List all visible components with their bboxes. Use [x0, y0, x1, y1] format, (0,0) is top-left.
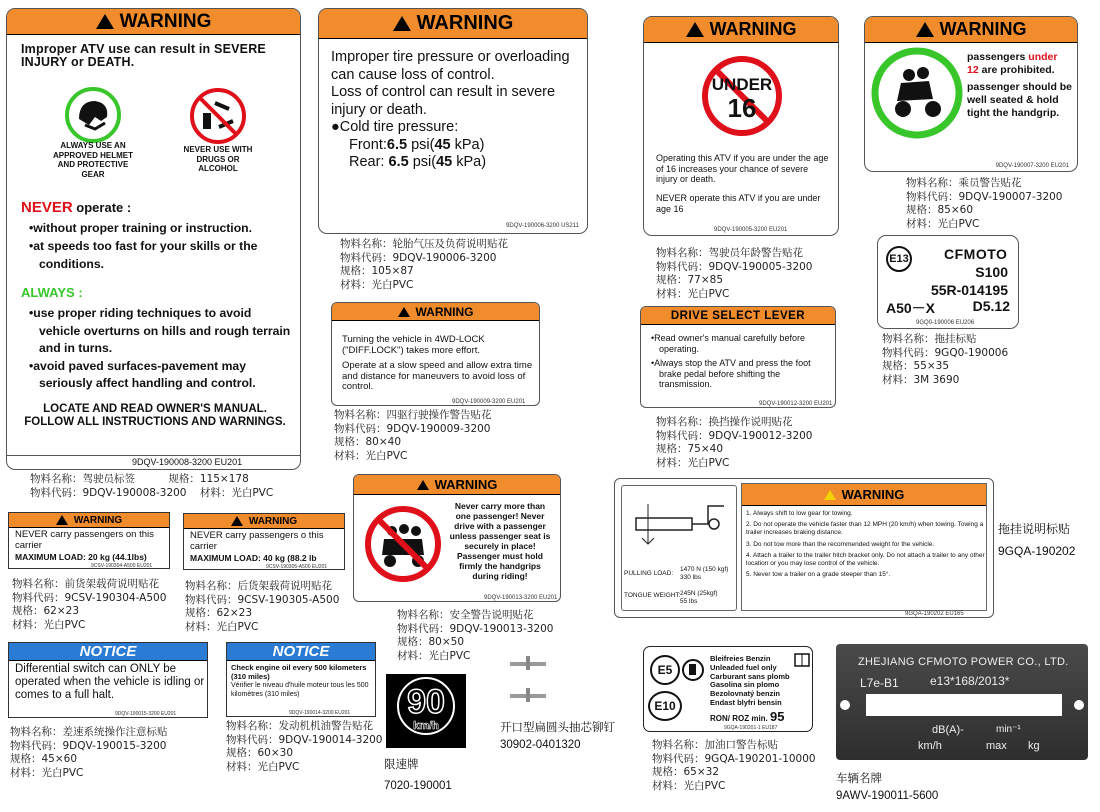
carrier-text: NEVER carry passengers o this carrier — [190, 530, 324, 552]
rivet-code: 30902-0401320 — [500, 739, 581, 751]
info-l3: 物料名称：驾驶员年龄警告贴花 物料代码：9DQV-190005-3200 规格：77×85 材料：光白PVC — [656, 247, 813, 300]
drive-select-label — [640, 306, 836, 408]
4wd-lock-label — [331, 302, 540, 406]
vin-field — [866, 694, 1062, 716]
company-name: ZHEJIANG CFMOTO POWER CO., LTD. — [858, 656, 1069, 668]
age-warning-label — [643, 16, 839, 236]
label-header: WARNING — [119, 10, 212, 32]
info-l11: 物料名称：后货架载荷说明贴花 物料代码：9CSV-190305-A500 规格：62×23 材料：光白PVC — [185, 580, 340, 633]
rear-pressure: Rear: 6.5 psi(45 kPa) — [349, 154, 487, 170]
engine-oil-notice-label — [226, 642, 376, 717]
fuel-cap-label — [643, 646, 813, 732]
tongue-weight-value: 245N (25kgf) 55 lbs — [680, 590, 718, 605]
tongue-weight-label: TONGUE WEIGHT: — [624, 592, 681, 599]
label-code: 9CSV-190304-A500 EU201 — [91, 563, 153, 569]
trailer-approval-label — [877, 235, 1019, 329]
ron-value: 95 — [770, 709, 785, 724]
label-code: 9DQV-190007-3200 EU201 — [995, 163, 1069, 169]
list-item: •Read owner's manual carefully before operating. — [651, 333, 805, 354]
age-text: Operating this ATV if you are under the age of 16 increases your chance of severe injury or death. — [656, 153, 829, 184]
speed-unit-label: km/h — [918, 740, 942, 752]
label-header: WARNING — [939, 19, 1027, 39]
no-drugs-icon — [189, 87, 247, 145]
helmet-icon — [65, 87, 121, 143]
e5-mark: E5 — [650, 655, 680, 685]
pulling-load-value: 1470 N (150 kgf) 330 lbs — [680, 566, 729, 581]
type-approval: e13*168/2013* — [930, 674, 1010, 688]
label-code: 9DQV-190008-3200 EU201 — [132, 457, 243, 467]
info-l16: 物料名称：加油口警告标贴 物料代码：9GQA-190201-10000 规格：65×32 材料：光白PVC — [652, 739, 816, 792]
passenger-text: passengers under 12 are prohibited. passenger should be well seated & hold tight the handgrip. — [967, 51, 1073, 119]
front-pressure: Front:6.5 psi(45 kPa) — [349, 136, 485, 153]
warning-triangle-icon — [96, 14, 114, 29]
tire-text: Improper tire pressure or overloading can cause loss of control. Loss of control can result in severe injury or death. ●Cold tire pressure: Front:6.5 psi(45 kPa) Rear: 6.5 psi(45 kPa) — [331, 49, 583, 172]
info-l8: 物料名称：安全警告说明贴花 物料代码：9DQV-190013-3200 规格：80×50 材料：光白PVC — [397, 609, 554, 662]
info-l4: 物料名称：乘员警告贴花 物料代码：9DQV-190007-3200 规格：85×60 材料：光白PVC — [906, 177, 1063, 230]
intro-text: Improper ATV use can result in SEVERE INJURY or DEATH. — [21, 42, 266, 69]
carrier-max-load: MAXIMUM LOAD: 20 kg (44.1lbs) — [15, 552, 147, 562]
rpm-label: min⁻¹ — [996, 724, 1021, 735]
list-item: •avoid paved surfaces-pavement may seriously affect handling and control. — [29, 358, 256, 390]
never-rest: operate : — [72, 200, 132, 215]
label-code: 9DQV-190006-3200 US211 — [506, 223, 579, 229]
never-word: NEVER — [21, 199, 73, 216]
warning-triangle-icon — [56, 515, 68, 525]
max-label: max — [986, 740, 1007, 752]
label-code: 9GQ0-190006 EU206 — [916, 320, 975, 326]
vehicle-nameplate — [836, 644, 1088, 760]
cold-pressure-heading: ●Cold tire pressure: — [331, 119, 459, 135]
list-item: 4. Attach a trailer to the trailer hitch bracket only. Do not attach a trailer to any other location or you may lose control of the vehicle. — [746, 551, 985, 568]
brand-name: CFMOTO — [944, 246, 1008, 262]
nameplate-name: 车辆名牌 — [836, 771, 882, 785]
label-header: WARNING — [416, 12, 514, 34]
label-code: 9CSV-190305-A500 EU201 — [266, 564, 328, 570]
label-header: DRIVE SELECT LEVER — [641, 307, 835, 325]
label-code: 9DQV-190012-3200 EU201 — [759, 401, 833, 407]
label-divider — [7, 455, 300, 456]
label-header: WARNING — [248, 515, 298, 527]
under-text: UNDER — [711, 75, 773, 94]
list-item: 1. Always shift to low gear for towing. — [746, 510, 853, 517]
warning-triangle-icon — [824, 490, 836, 500]
warning-triangle-icon — [686, 22, 704, 37]
e13-mark: E13 — [886, 246, 912, 272]
label-header: WARNING — [73, 514, 123, 526]
drugs-caption: NEVER USE WITH DRUGS OR ALCOHOL — [183, 145, 253, 173]
speed-plate-code: 7020-190001 — [384, 780, 452, 792]
info-l5: 物料名称：拖挂标贴 物料代码：9GQ0-190006 规格：55×35 材料：3M 3690 — [882, 333, 1009, 386]
label-code: 9DQV-190014-3200 EU201 — [289, 710, 351, 716]
passenger-safety-label — [353, 474, 561, 602]
info-l1: 物料名称：驾驶员标签 规格：115×178 物料代码：9DQV-190008-3200 材料：光白PVC — [30, 473, 274, 499]
list-item: •at speeds too fast for your skills or the conditions. — [29, 239, 258, 271]
4wd-text-2: Operate at a slow speed and allow extra time and distance for maneuvers to avoid loss of control. — [342, 360, 533, 392]
list-item: 5. Never tow a trailer on a grade steeper than 15°. — [746, 571, 891, 579]
rivet-hole-left — [840, 700, 850, 710]
passenger-safety-text: Never carry more than one passenger! Never drive with a passenger unless passenger seat is securely in place! Passenger must hold firmly the handgrips during riding! — [449, 501, 551, 581]
driver-warning-label — [6, 8, 301, 470]
rivet-name: 开口型扁圆头抽芯铆钉 — [500, 720, 615, 734]
label-code: 9DQV-190005-3200 EU201 — [714, 227, 788, 233]
notice-header: NOTICE — [227, 643, 375, 661]
towing-side-code: 9GQA-190202 — [998, 544, 1076, 558]
info-l12: 物料名称：差速系统操作注意标贴 物料代码：9DQV-190015-3200 规格：45×60 材料：光白PVC — [10, 726, 168, 779]
list-item: •without proper training or instruction. — [29, 221, 252, 235]
hitch-icon — [628, 494, 732, 554]
info-l10: 物料名称：前货架载荷说明贴花 物料代码：9CSV-190304-A500 规格：62×23 材料：光白PVC — [12, 578, 167, 631]
label-header: WARNING — [434, 477, 498, 492]
info-l13: 物料名称：发动机机油警告贴花 物料代码：9DQV-190014-3200 规格：60×30 材料：光白PVC — [226, 720, 383, 773]
list-item: 2. Do not operate the vehicle faster than 12 MPH (20 km/h) when towing. Towing a trailer increases braking distance. — [746, 521, 984, 537]
carrier-text: NEVER carry passengers on this carrier — [15, 529, 154, 551]
notice-header: NOTICE — [9, 643, 207, 661]
never-heading — [21, 199, 131, 216]
label-code: 9GQA-190201-1 EU187 — [724, 725, 778, 731]
label-header: WARNING — [709, 19, 797, 39]
rivet-icon — [504, 656, 552, 710]
model-name: S100 — [975, 264, 1008, 280]
info-l2: 物料名称：轮胎气压及负荷说明贴花 物料代码：9DQV-190006-3200 规格：105×87 材料：光白PVC — [340, 238, 508, 291]
approval-number: 55R-014195 — [930, 282, 1008, 298]
4wd-text-1: Turning the vehicle in 4WD-LOCK ("DIFF.LOCK") takes more effort. — [342, 334, 485, 356]
rear-carrier-label — [183, 513, 345, 570]
ron-text: RON/ ROZ min. 95 — [710, 709, 785, 724]
towing-instructions-label — [614, 478, 994, 618]
age-number: 16 — [727, 93, 757, 123]
carrier-max-load: MAXIMUM LOAD: 40 kg (88.2 lb — [190, 553, 317, 563]
info-l7: 物料名称：换挡操作说明贴花 物料代码：9DQV-190012-3200 规格：75×40 材料：光白PVC — [656, 416, 813, 469]
notice-text: Differential switch can ONLY be operated when the vehicle is idling or comes to a full halt. — [15, 663, 205, 701]
fuel-pump-icon — [682, 657, 704, 683]
warning-triangle-icon — [916, 22, 934, 37]
list-item: 3. Do not tow more than the recommended weight for the vehicle. — [746, 540, 935, 548]
oil-text-en: Check engine oil every 500 kilometers (310 miles) — [231, 663, 367, 681]
towing-panel — [741, 483, 987, 611]
lever-list — [651, 333, 831, 390]
footer-text: LOCATE AND READ OWNER'S MANUAL. FOLLOW ALL INSTRUCTIONS AND WARNINGS. — [24, 403, 286, 428]
kg-label: kg — [1028, 740, 1040, 752]
warning-triangle-icon — [393, 16, 411, 31]
label-code: 9DQV-190013-3200 EU201 — [484, 595, 558, 601]
never-list — [29, 219, 291, 273]
helmet-caption: ALWAYS USE AN APPROVED HELMET AND PROTECTIVE GEAR — [52, 141, 133, 179]
vehicle-type: L7e-B1 — [860, 676, 899, 690]
towing-side-title: 拖挂说明标贴 — [998, 522, 1071, 536]
label-header: WARNING — [415, 304, 474, 319]
rivet-hole-right — [1074, 700, 1084, 710]
warning-triangle-icon — [417, 480, 429, 490]
d-value: D5.12 — [972, 298, 1010, 314]
warning-triangle-icon — [398, 307, 410, 317]
noise-label: dB(A)- — [932, 724, 964, 736]
hitch-diagram — [621, 485, 737, 611]
age-never: NEVER operate this ATV if you are under age 16 — [656, 193, 821, 214]
always-heading: ALWAYS : — [21, 285, 83, 300]
passenger-warning-label — [864, 16, 1078, 172]
oil-text-fr: Vérifier le niveau d'huile moteur tous les 500 kilomètres (310 miles) — [231, 682, 369, 698]
fuel-text: Bleifreies Benzin Unleaded fuel only Carburant sans plomb Gasolina sin plomo Bezolovnatý benzin Endast blyfri bensin — [710, 654, 790, 707]
nameplate-code: 9AWV-190011-5600 — [836, 790, 939, 802]
differential-notice-label — [8, 642, 208, 718]
trailer-class: A50－X — [886, 300, 936, 316]
always-list — [29, 305, 291, 393]
speed-limit-plate — [386, 674, 466, 748]
label-code: 9DQV-190015-3200 EU201 — [115, 711, 177, 717]
label-header: WARNING — [841, 487, 905, 502]
speed-unit: km/h — [413, 720, 439, 732]
pulling-load-label: PULLING LOAD: — [624, 570, 674, 577]
warning-triangle-icon — [231, 516, 243, 526]
label-code: 9GQA-190202 EU165 — [905, 611, 964, 617]
no-multiple-passengers-icon — [364, 505, 442, 583]
towing-list — [746, 510, 986, 579]
speed-value: 90 — [407, 683, 445, 721]
speed-plate-name: 限速牌 — [384, 757, 419, 771]
atv-rider-icon — [871, 47, 963, 139]
front-carrier-label — [8, 512, 170, 569]
info-l6: 物料名称：四驱行驶操作警告贴花 物料代码：9DQV-190009-3200 规格：80×40 材料：光白PVC — [334, 409, 492, 462]
tire-pressure-label — [318, 8, 588, 234]
list-item: •Always stop the ATV and press the foot brake pedal before shifting the transmission. — [651, 358, 811, 389]
list-item: •use proper riding techniques to avoid vehicle overturns on hills and rough terrain and in turns. — [29, 306, 291, 355]
label-code: 9DQV-190009-3200 EU201 — [452, 399, 526, 405]
e10-mark: E10 — [648, 691, 682, 721]
